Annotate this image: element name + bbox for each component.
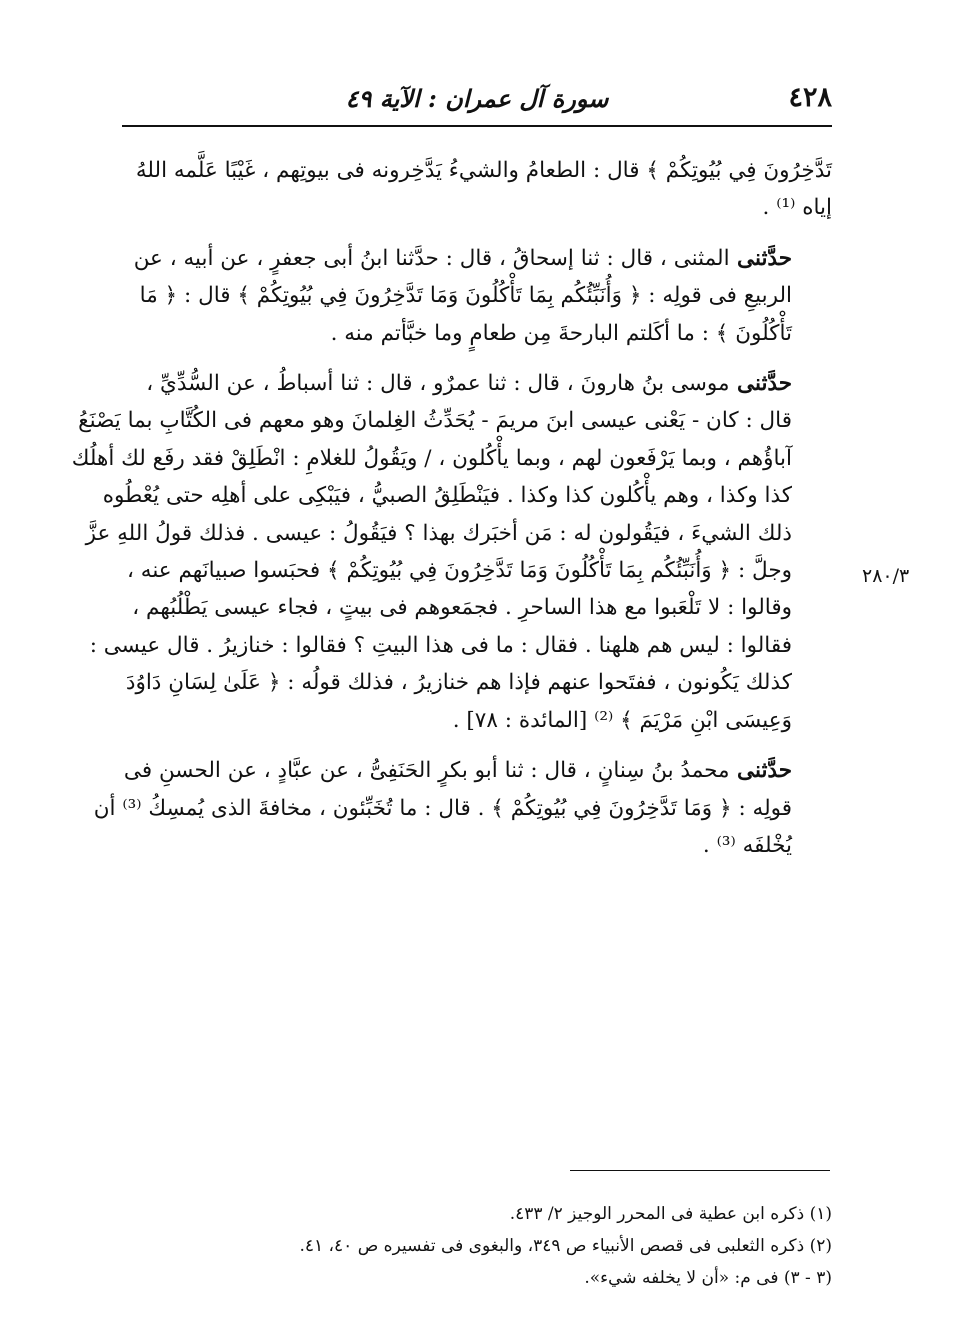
text-line (122, 365, 832, 402)
isnad-heading: حدَّثنى (729, 758, 792, 784)
line-text: موسى بنُ هارونَ ، قال : ثنا عمرٌو ، قال : ثنا أسباطُ ، عن السُّدِّيِّ ، (146, 371, 730, 397)
paragraph (71, 365, 832, 739)
text-line (122, 152, 832, 189)
line-text: محمدُ بنُ سِنانٍ ، قال : ثنا أبو بكرٍ الحَنَفِىُّ ، عن عبَّادٍ ، عن الحسنِ فى (123, 758, 730, 784)
line-text: تَدَّخِرُونَ فِي بُيُوتِكُمْ ﴾ قال : الطعامُ والشيءُ يَدَّخِرونه فى بيوتِهم ، غَيْبًا عَلَّمه اللهُ (135, 158, 832, 183)
text-line (122, 702, 832, 739)
isnad-heading: حدَّثنى (729, 245, 792, 271)
paragraph (122, 152, 832, 227)
line-text: ذلك الشيءَ ، فيَقُولون له : مَن أخبَرك بهذا ؟ فيَقُولُ : عيسى . فذلك قولُ اللهِ عزَّ (85, 520, 792, 546)
line-text: الربيعِ فى قولِه : ﴿ وَأُنَبِّئُكُم بِمَا تَأْكُلُونَ وَمَا تَدَّخِرُونَ فِي بُيُوتِكُمْ ﴾ قال : ﴿ مَا (139, 283, 792, 309)
text-line (122, 277, 832, 314)
footnote-rule (570, 1170, 830, 1171)
line-text: كذلك يَكُونون ، ففتَحوا عنهم فإذا هم خنازيرُ ، فذلك قولُه : ﴿ عَلَىٰ لِسَانِ دَاوُدَ (125, 670, 792, 696)
main-text (71, 152, 832, 877)
footnotes (122, 1198, 832, 1294)
footnote: (٢) ذكره الثعلبى فى قصص الأنبياء ص ٣٤٩، والبغوى فى تفسيره ص ٤٠، ٤١. (299, 1236, 832, 1256)
line-text: يُخْلفَه ⁽³⁾ . (702, 832, 792, 858)
text-line (122, 552, 832, 589)
text-line (122, 589, 832, 626)
footnote: (٣ - ٣) فى م: «أن لا يخلفه شيء». (584, 1268, 832, 1288)
line-text: وقالوا : لا تَلْعَبوا مع هذا الساحرِ . فجمَعوهم فى بيتٍ ، فجاء عيسى يَطْلُبُهم ، (132, 595, 792, 621)
page-header (122, 80, 832, 116)
text-line (93, 790, 832, 827)
text-line (122, 240, 832, 277)
line-text: آباؤُهم ، وبما يَرْفَعون لهم ، وبما يأْكُلون ، / ويَقُولُ للغلامِ : انْطَلِقْ فقد رفَع لك أهلُك (71, 445, 792, 471)
isnad-heading: حدَّثنى (729, 371, 792, 397)
running-title: سورة آل عمران : الآية ٤٩ (345, 84, 609, 113)
text-line (122, 315, 832, 352)
line-text: قال : كان - يَعْنى عيسى ابنَ مريمَ - يُحَدِّثُ الغِلمانَ وهو معهم فى الكُتَّابِ بما يَصْنَعُ (78, 408, 792, 434)
paragraph (122, 240, 832, 352)
line-text: قولِه : ﴿ وَمَا تَدَّخِرُونَ فِي بُيُوتِكُمْ ﴾ . قال : ما تُخَبِّئون ، مخافةَ الذى يُمسِكُ ⁽³⁾ أن (93, 795, 792, 821)
text-line (122, 752, 832, 789)
header-rule (122, 125, 832, 127)
text-line (85, 515, 832, 552)
line-text: وَعِيسَى ابْنِ مَرْيَمَ ﴾ ⁽²⁾ [المائدة : ٧٨] . (452, 707, 792, 733)
text-line (78, 402, 832, 439)
text-line (122, 827, 832, 864)
text-line (102, 477, 832, 514)
line-text: وجلَّ : ﴿ وَأُنَبِّئُكُم بِمَا تَأْكُلُونَ وَمَا تَدَّخِرُونَ فِي بُيُوتِكُمْ ﴾ فحبَسوا صبيانَهم عنه ، (127, 558, 792, 584)
text-line (122, 664, 832, 701)
margin-reference: ٢٨٠/٣ (862, 565, 910, 587)
text-line (71, 440, 832, 477)
line-text: فقالوا : ليس هم هلهنا . فقال : ما فى هذا البيتِ ؟ فقالوا : خنازيرُ . قال عيسى : (89, 632, 792, 658)
page-number: ٤٢٨ (788, 82, 832, 113)
text-line (89, 627, 832, 664)
line-text: كذا وكذا ، وهم يأْكُلون كذا وكذا . فيَنْطَلِقُ الصبيُّ ، فيَبْكِى على أهلِه حتى يُعْطُوه (102, 483, 792, 509)
line-text: إياه ⁽¹⁾ . (762, 195, 832, 221)
footnote: (١) ذكره ابن عطية فى المحرر الوجيز ٢/ ٤٣٣. (509, 1204, 832, 1224)
paragraph (93, 752, 832, 864)
text-line (122, 189, 832, 226)
line-text: المثنى ، قال : ثنا إسحاقُ ، قال : حدَّثنا ابنُ أبى جعفرٍ ، عن أبيه ، عن (133, 245, 730, 271)
line-text: تَأْكُلُونَ ﴾ : ما أكَلتم البارحةَ مِن طعامٍ وما خبَّأتم منه . (330, 320, 792, 346)
